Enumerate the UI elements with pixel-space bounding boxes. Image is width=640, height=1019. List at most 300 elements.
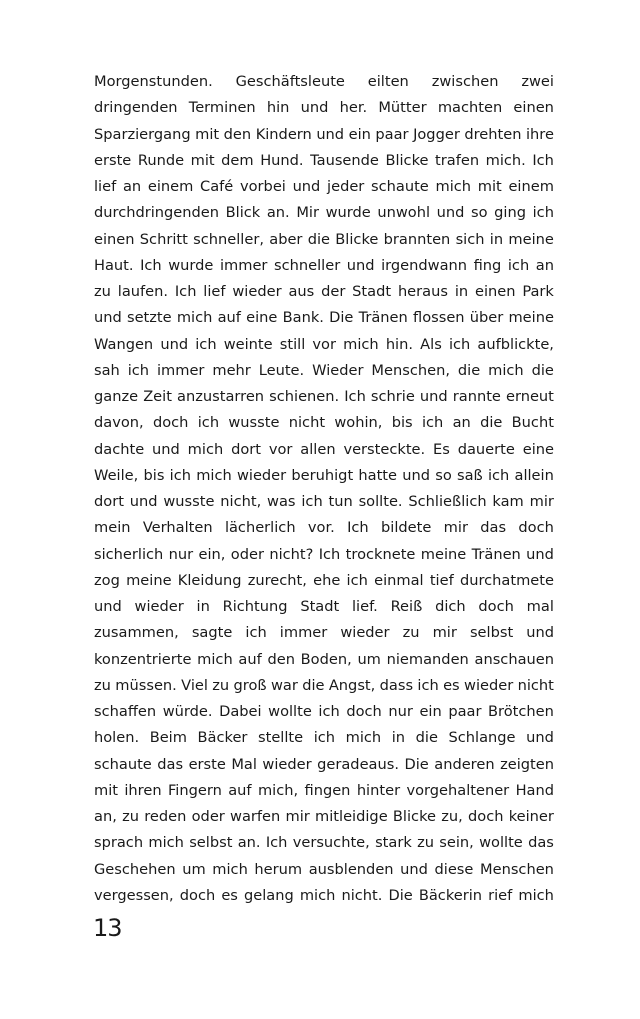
word: anzustarren xyxy=(177,388,265,405)
word: Tränen xyxy=(471,545,521,563)
word: ich xyxy=(301,493,323,510)
word: Bäckerin xyxy=(418,886,483,904)
word: Blicke xyxy=(392,808,436,825)
word: dem xyxy=(221,151,254,169)
word: oder xyxy=(191,808,225,825)
word: ich xyxy=(507,256,530,274)
word: und xyxy=(400,860,428,878)
word: versteckte. xyxy=(343,440,426,458)
word: Sparziergang xyxy=(94,125,191,143)
word: mehr xyxy=(212,361,251,379)
text-line xyxy=(94,594,554,620)
word: wieder xyxy=(340,624,390,642)
word: und xyxy=(292,178,321,195)
word: machten xyxy=(437,99,503,117)
word: hinter xyxy=(356,781,401,799)
word: warfen xyxy=(230,808,281,825)
word: mich. xyxy=(485,151,526,169)
word: Ich xyxy=(140,256,162,274)
word: einen xyxy=(513,99,554,117)
word: geradeaus. xyxy=(317,755,399,773)
word: heraus xyxy=(397,283,448,300)
word: vor. xyxy=(307,519,335,537)
word: Bucht xyxy=(511,414,554,432)
word: zu xyxy=(417,834,435,852)
word: mir xyxy=(529,493,554,510)
word: Stadt xyxy=(300,598,340,615)
word: beruhigt xyxy=(291,466,354,484)
word: mich xyxy=(187,440,224,458)
word: weinte xyxy=(223,335,273,353)
word: mich xyxy=(488,361,524,379)
word: mich, xyxy=(257,781,299,799)
word: Stadt xyxy=(352,283,392,300)
word: zusammen, xyxy=(94,624,179,642)
word: an, xyxy=(94,808,117,825)
word: hatte xyxy=(358,466,398,484)
word: an xyxy=(535,256,554,274)
word: mit xyxy=(190,151,215,169)
word: vor xyxy=(268,440,293,458)
word: doch xyxy=(518,519,554,537)
word: nicht. xyxy=(341,886,383,904)
word: Richtung xyxy=(222,598,288,615)
word: schaute xyxy=(371,178,429,195)
word: die xyxy=(531,361,554,379)
word: dringenden xyxy=(94,99,178,117)
word: es xyxy=(221,886,238,904)
word: wieder xyxy=(464,676,514,694)
word: drehten xyxy=(464,125,522,143)
word: wollte xyxy=(479,834,523,852)
word: fing xyxy=(473,256,502,274)
word: Ich xyxy=(347,519,369,537)
word: in xyxy=(196,598,210,615)
word: fingen xyxy=(304,781,351,799)
word: sich xyxy=(455,230,485,248)
word: einen xyxy=(94,230,135,248)
word: still xyxy=(279,335,306,353)
word: rannte xyxy=(452,388,501,405)
word: bis xyxy=(391,414,413,432)
word: Dabei xyxy=(219,703,262,720)
word: lächerlich xyxy=(224,519,296,537)
word: ich xyxy=(197,414,220,432)
word: gelang xyxy=(243,886,294,904)
word: Geschehen xyxy=(94,860,176,878)
word: Schlange xyxy=(448,729,516,747)
word: das xyxy=(157,755,184,773)
word: auf xyxy=(238,650,262,668)
word: ich xyxy=(417,676,439,694)
text-line xyxy=(94,515,554,541)
word: Es xyxy=(433,440,450,458)
word: mich xyxy=(343,335,379,353)
word: flossen xyxy=(413,309,465,327)
word: zu xyxy=(94,676,111,694)
word: Wieder xyxy=(312,361,364,379)
word: Kleidung xyxy=(177,571,242,589)
word: nicht xyxy=(288,414,326,432)
word: sicherlich xyxy=(94,545,164,563)
word: und xyxy=(94,598,122,615)
word: was xyxy=(267,493,296,510)
word: auf xyxy=(228,781,252,799)
text-line xyxy=(94,489,554,515)
word: ein xyxy=(419,703,442,720)
text-line xyxy=(94,699,554,725)
word: mich xyxy=(148,834,184,852)
word: mich xyxy=(196,466,232,484)
word: über xyxy=(469,309,504,327)
word: doch xyxy=(478,598,514,615)
word: Die xyxy=(329,309,354,327)
word: und xyxy=(419,388,448,405)
word: wohin, xyxy=(334,414,383,432)
word: ich xyxy=(195,335,217,353)
word: oder xyxy=(230,545,264,563)
word: Terminen xyxy=(188,99,256,117)
text-line xyxy=(94,305,554,331)
word: aus xyxy=(288,283,315,300)
word: vor xyxy=(312,335,336,353)
word: selbst xyxy=(469,624,514,642)
word: in xyxy=(489,230,504,248)
word: die xyxy=(415,729,438,747)
word: schrie xyxy=(370,388,415,405)
word: erste xyxy=(94,151,132,169)
word: sprach xyxy=(94,834,144,852)
word: Ich xyxy=(174,283,197,300)
word: und xyxy=(129,493,158,510)
word: Weile, xyxy=(94,466,139,484)
word: mit xyxy=(195,125,220,143)
word: brannten xyxy=(383,230,451,248)
word: einmal xyxy=(374,571,424,589)
word: Morgenstunden. xyxy=(94,73,213,90)
word: zeigten xyxy=(500,755,554,773)
word: das xyxy=(480,519,507,537)
word: hin xyxy=(266,99,290,117)
word: wurde xyxy=(325,204,371,222)
word: Beim xyxy=(149,729,187,747)
word: doch xyxy=(346,703,382,720)
word: zwischen xyxy=(431,73,499,90)
word: aber xyxy=(269,230,303,248)
word: trocknete xyxy=(345,545,416,563)
word: mich xyxy=(212,860,248,878)
word: meine xyxy=(508,309,554,327)
word: in xyxy=(454,283,469,300)
word: lief xyxy=(94,178,117,195)
word: wusste xyxy=(163,493,215,510)
word: und xyxy=(94,309,122,327)
word: ausblenden xyxy=(308,860,394,878)
word: wieder xyxy=(232,283,282,300)
word: ich xyxy=(313,729,336,747)
word: holen. xyxy=(94,729,140,747)
word: die xyxy=(457,361,481,379)
word: schaute xyxy=(94,755,152,773)
word: Haut. xyxy=(94,256,134,274)
text-line xyxy=(94,673,554,699)
word: zwei xyxy=(521,73,554,90)
text-line xyxy=(94,253,554,279)
word: hin. xyxy=(385,335,414,353)
word: Hand xyxy=(515,781,554,799)
text-line xyxy=(94,410,554,436)
word: ich xyxy=(532,204,554,222)
text-line xyxy=(94,279,554,305)
word: paar xyxy=(375,125,409,143)
word: unwohl xyxy=(377,204,431,222)
word: sah xyxy=(94,361,120,379)
word: Ich xyxy=(318,545,341,563)
text-line xyxy=(94,620,554,646)
word: meine xyxy=(508,230,554,248)
word: den xyxy=(223,125,252,143)
word: ein xyxy=(348,125,371,143)
word: ich xyxy=(421,414,444,432)
word: schneller xyxy=(274,256,341,274)
word: um xyxy=(182,860,206,878)
word: meine xyxy=(126,571,172,589)
word: stellte xyxy=(258,729,304,747)
word: bis xyxy=(143,466,165,484)
word: zu xyxy=(122,808,139,825)
word: an. xyxy=(237,834,261,852)
word: und xyxy=(316,125,345,143)
word: mich xyxy=(518,886,554,904)
word: reden xyxy=(144,808,187,825)
word: zu, xyxy=(441,808,463,825)
word: vergessen, xyxy=(94,886,174,904)
word: so xyxy=(435,466,452,484)
word: Ich xyxy=(265,834,288,852)
word: und xyxy=(526,545,554,563)
word: an. xyxy=(266,204,290,222)
word: sagte xyxy=(191,624,233,642)
word: an xyxy=(122,178,142,195)
word: dauerte xyxy=(457,440,515,458)
text-line xyxy=(94,725,554,751)
word: anderen xyxy=(434,755,495,773)
word: und xyxy=(526,624,554,642)
word: sollte. xyxy=(358,493,403,510)
word: Die xyxy=(388,886,413,904)
word: dich xyxy=(435,598,466,615)
word: Reiß xyxy=(390,598,423,615)
word: mich xyxy=(299,886,336,904)
word: doch xyxy=(152,414,189,432)
text-line xyxy=(94,122,554,148)
word: und xyxy=(436,204,465,222)
word: wieder xyxy=(134,598,184,615)
word: allein xyxy=(514,466,554,484)
word: Mütter xyxy=(378,99,427,117)
word: Tausende xyxy=(310,151,379,169)
word: Brötchen xyxy=(488,703,554,720)
word: eine xyxy=(246,309,278,327)
word: ging xyxy=(494,204,527,222)
word: schneller, xyxy=(193,230,264,248)
text-line xyxy=(94,200,554,226)
text-line xyxy=(94,332,554,358)
word: immer xyxy=(219,256,268,274)
word: mich xyxy=(176,309,213,327)
word: dort xyxy=(94,493,124,510)
word: immer xyxy=(156,361,205,379)
word: davon, xyxy=(94,414,144,432)
word: nur xyxy=(168,545,194,563)
word: Menschen xyxy=(480,860,554,878)
word: den xyxy=(267,650,295,668)
text-line xyxy=(94,778,554,804)
word: an xyxy=(452,414,471,432)
word: anschauen xyxy=(474,650,554,668)
word: Bank. xyxy=(282,309,324,327)
word: nur xyxy=(388,703,413,720)
word: bildete xyxy=(381,519,432,537)
word: Wangen xyxy=(94,335,154,353)
word: ich xyxy=(169,466,191,484)
word: Angst, xyxy=(328,676,376,694)
word: der xyxy=(321,283,346,300)
word: Die xyxy=(404,755,429,773)
word: ehe xyxy=(313,571,341,589)
text-line xyxy=(94,174,554,200)
word: mit xyxy=(477,178,502,195)
word: das xyxy=(528,834,554,852)
word: ihre xyxy=(525,125,554,143)
word: Geschäftsleute xyxy=(235,73,345,90)
word: Ich xyxy=(344,388,366,405)
word: zurecht, xyxy=(247,571,307,589)
word: keiner xyxy=(508,808,554,825)
word: dass xyxy=(379,676,414,694)
word: versuchte, xyxy=(292,834,370,852)
word: und xyxy=(152,440,180,458)
word: die xyxy=(302,676,325,694)
body-text xyxy=(94,69,554,909)
word: Blicke xyxy=(385,151,429,169)
word: Blick xyxy=(225,204,261,222)
word: doch xyxy=(179,886,216,904)
word: durchdringenden xyxy=(94,204,220,222)
word: nicht? xyxy=(269,545,314,563)
word: auf xyxy=(217,309,241,327)
word: Schritt xyxy=(139,230,188,248)
text-line xyxy=(94,804,554,830)
word: zu xyxy=(94,283,111,300)
word: kam xyxy=(492,493,524,510)
text-line xyxy=(94,358,554,384)
word: schaffen xyxy=(94,703,157,720)
word: setzte xyxy=(126,309,172,327)
word: tief xyxy=(429,571,454,589)
text-line xyxy=(94,752,554,778)
word: in xyxy=(391,729,406,747)
word: Blicke xyxy=(335,230,379,248)
word: paar xyxy=(448,703,482,720)
word: eilten xyxy=(367,73,409,90)
text-line xyxy=(94,463,554,489)
word: wusste xyxy=(228,414,280,432)
word: laufen. xyxy=(117,283,169,300)
word: wieder xyxy=(236,466,287,484)
word: mir xyxy=(285,808,310,825)
word: es xyxy=(443,676,460,694)
word: Menschen, xyxy=(371,361,450,379)
word: ich xyxy=(318,703,340,720)
word: konzentrierte xyxy=(94,650,192,668)
text-line xyxy=(94,568,554,594)
word: nicht, xyxy=(220,493,262,510)
word: wieder xyxy=(262,755,312,773)
word: wurde xyxy=(168,256,214,274)
text-line xyxy=(94,227,554,253)
word: groß xyxy=(233,676,267,694)
text-line xyxy=(94,69,554,95)
word: mich xyxy=(345,729,382,747)
word: Fingern xyxy=(167,781,222,799)
word: saß xyxy=(456,466,483,484)
word: immer xyxy=(279,624,328,642)
word: her. xyxy=(339,99,368,117)
text-line xyxy=(94,148,554,174)
word: mich xyxy=(435,178,472,195)
word: lief. xyxy=(352,598,378,615)
word: aufblickte, xyxy=(477,335,554,353)
text-line xyxy=(94,384,554,410)
word: Verhalten xyxy=(142,519,213,537)
word: vorbei xyxy=(239,178,286,195)
text-line xyxy=(94,437,554,463)
word: müssen. xyxy=(115,676,177,694)
word: jeder xyxy=(327,178,365,195)
word: Schließlich xyxy=(408,493,487,510)
text-line xyxy=(94,542,554,568)
word: mal xyxy=(526,598,554,615)
word: einem xyxy=(508,178,554,195)
word: schienen. xyxy=(269,388,340,405)
word: meine xyxy=(420,545,467,563)
word: mitleidige xyxy=(315,808,388,825)
word: Kindern xyxy=(255,125,312,143)
word: zu xyxy=(402,624,420,642)
word: sein, xyxy=(439,834,474,852)
word: mit xyxy=(94,781,118,799)
word: tun xyxy=(328,493,353,510)
word: und xyxy=(526,729,554,747)
word: die xyxy=(480,414,503,432)
word: irgendwann xyxy=(381,256,468,274)
word: wollte xyxy=(268,703,312,720)
word: und xyxy=(160,335,189,353)
word: ich xyxy=(487,466,510,484)
word: ihren xyxy=(124,781,162,799)
word: stark xyxy=(375,834,412,852)
word: zog xyxy=(94,571,120,589)
word: durchatmete xyxy=(459,571,554,589)
text-line xyxy=(94,95,554,121)
word: dachte xyxy=(94,440,145,458)
word: um xyxy=(357,650,381,668)
word: Leute. xyxy=(258,361,305,379)
word: die xyxy=(307,230,331,248)
word: Viel xyxy=(181,676,208,694)
word: ich xyxy=(448,335,471,353)
